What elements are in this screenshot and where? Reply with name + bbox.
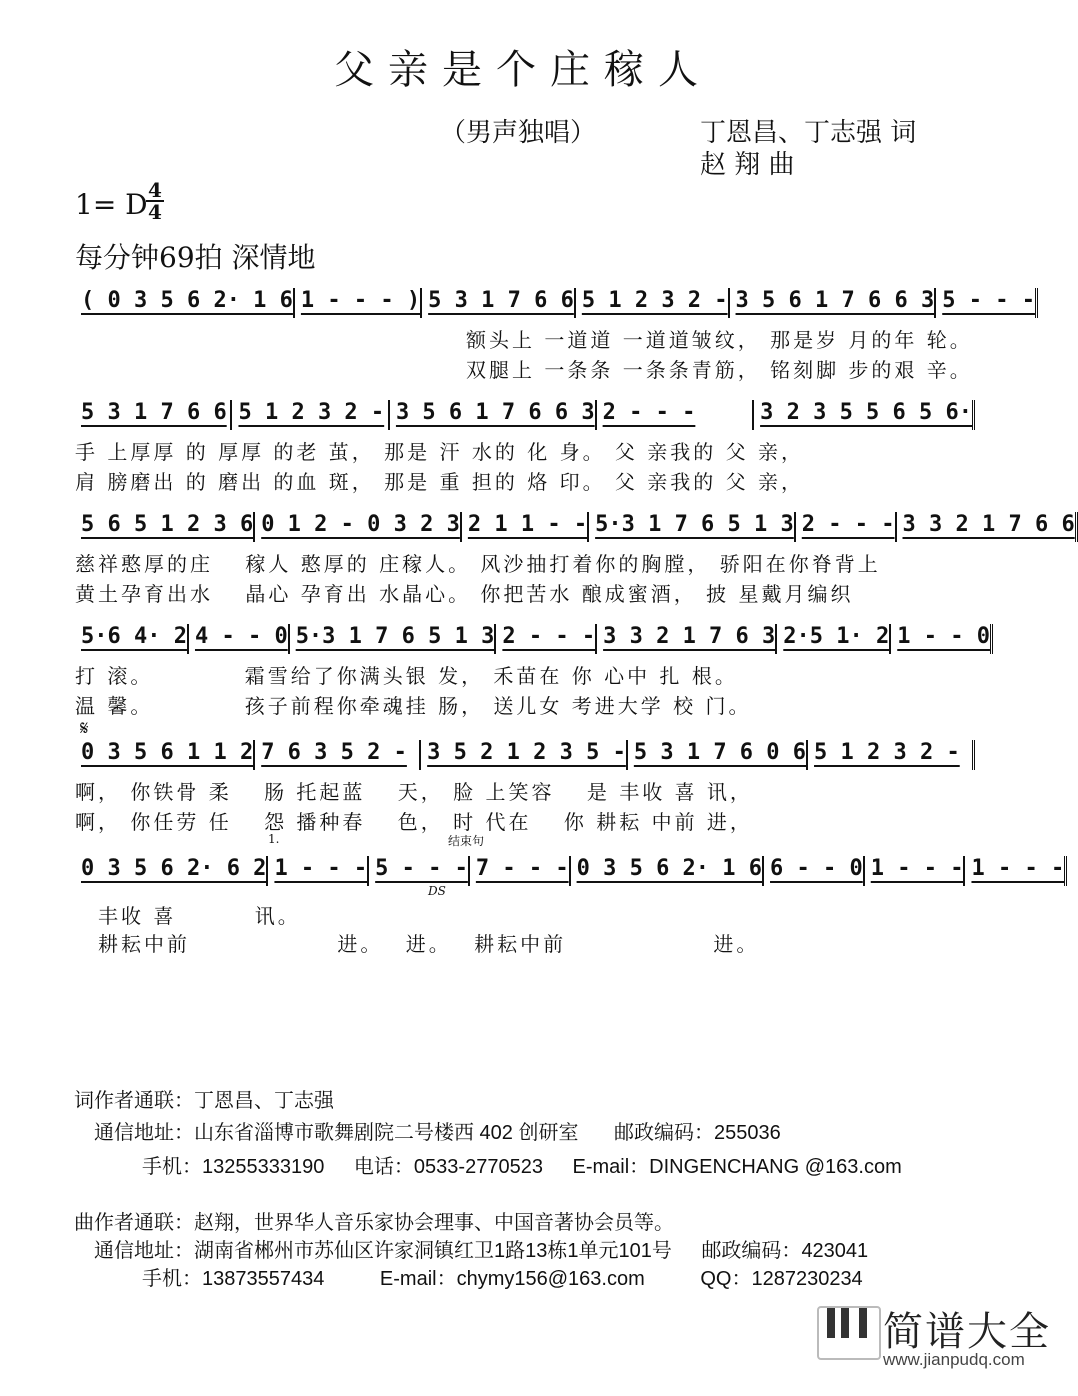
lyric-line: 丰收 喜 讯。 bbox=[98, 904, 301, 928]
measure: 2·5 1· 2 bbox=[777, 624, 891, 654]
score-row-6 bbox=[75, 856, 1065, 886]
measure: 3 3 2 1 7 6 6 bbox=[897, 512, 1078, 542]
key-signature: 1= D bbox=[75, 188, 148, 221]
lyric-line: 手 上厚厚 的 厚厚 的老 茧， 那是 汗 水的 化 身。 父 亲我的 父 亲， bbox=[75, 440, 805, 464]
lyric-line: 啊， 你任劳 任 怨 播种春 色， 时 代在 你 耕耘 中前 进， bbox=[75, 810, 753, 834]
lyric-line: 温 馨。 孩子前程你牵魂挂 肠， 送儿女 考进大学 校 门。 bbox=[75, 694, 752, 718]
volta-bracket: 1. bbox=[268, 832, 280, 846]
contact-value: 赵翔，世界华人音乐家协会理事、中国音著协会员等。 bbox=[194, 1212, 674, 1234]
measure: 5 6 5 1 2 3 6 bbox=[75, 512, 255, 542]
lyricist-contact-address bbox=[94, 1116, 781, 1145]
lyric-line: 肩 膀磨出 的 磨出 的血 斑， 那是 重 担的 烙 印。 父 亲我的 父 亲， bbox=[75, 470, 805, 494]
measure: 2 - - - bbox=[496, 624, 597, 654]
contact-value: 湖南省郴州市苏仙区许家洞镇红卫1路13栋1单元101号 bbox=[194, 1240, 672, 1262]
measure: 3 5 6 1 7 6 6 3 bbox=[730, 288, 937, 318]
measure: 5 3 1 7 6 6 bbox=[422, 288, 576, 318]
contact-value: 13255333190 bbox=[202, 1156, 325, 1178]
measure: 5 3 1 7 6 6 bbox=[75, 400, 232, 430]
measure: 5·3 1 7 6 5 1 3 bbox=[290, 624, 497, 654]
measure: 3 3 2 1 7 6 3 bbox=[597, 624, 777, 654]
measure: 5·6 4· 2 bbox=[75, 624, 189, 654]
score-row-5 bbox=[75, 740, 975, 770]
watermark-url: www.jianpudq.com bbox=[883, 1350, 1025, 1369]
measure: 2 - - - bbox=[796, 512, 897, 542]
measure: 4 - - 0 bbox=[189, 624, 290, 654]
score-row-3 bbox=[75, 512, 1075, 542]
measure: 7 6 3 5 2 - bbox=[255, 740, 421, 770]
song-title: 父亲是个庄稼人 bbox=[334, 47, 712, 93]
composer-credit: 赵 翔 曲 bbox=[700, 150, 795, 180]
measure: 7 - - - bbox=[470, 856, 571, 886]
measure: 1 - - - bbox=[865, 856, 966, 886]
contact-label: 词作者通联： bbox=[74, 1090, 194, 1112]
measure: 5 1 2 3 2 - bbox=[808, 740, 975, 770]
measure: 1 - - - bbox=[965, 856, 1067, 886]
composer-contact-address bbox=[94, 1234, 868, 1263]
time-signature bbox=[146, 180, 164, 222]
contact-label: 电话： bbox=[353, 1156, 414, 1178]
lyric-line: 耕耘中前 进。 进。 耕耘中前 进。 bbox=[98, 932, 760, 956]
segno-sign: 𝄋 bbox=[80, 716, 89, 740]
measure: 5 3 1 7 6 0 6 bbox=[628, 740, 808, 770]
contact-value: 255036 bbox=[714, 1122, 781, 1144]
contact-label: 通信地址： bbox=[94, 1122, 194, 1144]
contact-label: E-mail： bbox=[379, 1268, 457, 1290]
score-row-2 bbox=[75, 400, 975, 430]
contact-label: 邮政编码： bbox=[614, 1122, 715, 1144]
contact-label: QQ： bbox=[700, 1268, 752, 1290]
time-signature-bottom: 4 bbox=[146, 200, 164, 222]
measure: 0 1 2 - 0 3 2 3 bbox=[255, 512, 462, 542]
contact-value: 13873557434 bbox=[202, 1268, 325, 1290]
lyricist-contact-name bbox=[74, 1084, 334, 1113]
measure: 5 - - - bbox=[936, 288, 1038, 318]
composer-contact-phone bbox=[142, 1262, 863, 1291]
lyric-line: 额头上 一道道 一道道皱纹， 那是岁 月的年 轮。 bbox=[75, 328, 973, 352]
contact-label: 通信地址： bbox=[94, 1240, 194, 1262]
measure: 0 3 5 6 1 1 2 bbox=[75, 740, 255, 770]
measure: ( 0 3 5 6 2· 1 6 bbox=[75, 288, 295, 318]
measure: 0 3 5 6 2· 6 2 bbox=[75, 856, 268, 886]
contact-value: 丁恩昌、丁志强 bbox=[194, 1090, 334, 1112]
measure: 2 - - - bbox=[597, 400, 754, 430]
measure: 0 3 5 6 2· 1 6 bbox=[571, 856, 764, 886]
contact-label: E-mail： bbox=[572, 1156, 650, 1178]
contact-value: chymy156@163.com bbox=[456, 1268, 645, 1290]
measure: 1 - - - bbox=[268, 856, 369, 886]
lyric-line: 双腿上 一条条 一条条青筋， 铭刻脚 步的艰 辛。 bbox=[75, 358, 973, 382]
score-row-1 bbox=[75, 288, 1035, 318]
lyricist-credit: 丁恩昌、丁志强 词 bbox=[700, 118, 917, 148]
performance-type: （男声独唱） bbox=[440, 118, 597, 148]
contact-label: 手机： bbox=[142, 1268, 202, 1290]
ds-mark: DS bbox=[428, 884, 446, 898]
contact-value: DINGENCHANG @163.com bbox=[649, 1156, 902, 1178]
contact-value: 1287230234 bbox=[751, 1268, 863, 1290]
measure: 6 - - 0 bbox=[764, 856, 865, 886]
lyric-line: 慈祥憨厚的庄 稼人 憨厚的 庄稼人。 风沙抽打着你的胸膛， 骄阳在你脊背上 bbox=[75, 552, 881, 576]
contact-value: 423041 bbox=[801, 1240, 869, 1262]
time-signature-top: 4 bbox=[148, 178, 162, 202]
site-watermark bbox=[817, 1306, 1051, 1374]
contact-label: 邮政编码： bbox=[701, 1240, 802, 1262]
contact-value: 0533-2770523 bbox=[413, 1156, 543, 1178]
watermark-name: 简谱大全 bbox=[883, 1309, 1051, 1355]
measure: 5 1 2 3 2 - bbox=[232, 400, 389, 430]
ending-label: 结束句 bbox=[448, 834, 485, 848]
tempo-marking: 每分钟69拍 深情地 bbox=[75, 241, 316, 274]
composer-contact-name bbox=[74, 1206, 674, 1235]
contact-label: 手机： bbox=[142, 1156, 202, 1178]
measure: 5 1 2 3 2 - bbox=[576, 288, 730, 318]
score-row-4 bbox=[75, 624, 990, 654]
measure: 3 5 2 1 2 3 5 - bbox=[421, 740, 628, 770]
measure: 5·3 1 7 6 5 1 3 bbox=[589, 512, 796, 542]
lyric-line: 啊， 你铁骨 柔 肠 托起蓝 天， 脸 上笑容 是 丰收 喜 讯， bbox=[75, 780, 753, 804]
measure: 5 - - - bbox=[369, 856, 470, 886]
measure: 3 2 3 5 5 6 5 6· bbox=[754, 400, 975, 430]
measure: 1 - - 0 bbox=[891, 624, 993, 654]
contact-label: 曲作者通联： bbox=[74, 1212, 194, 1234]
lyricist-contact-phone bbox=[142, 1150, 902, 1179]
measure: 2 1 1 - - bbox=[462, 512, 589, 542]
lyric-line: 打 滚。 霜雪给了你满头银 发， 禾苗在 你 心中 扎 根。 bbox=[75, 664, 738, 688]
lyric-line: 黄土孕育出水 晶心 孕育出 水晶心。 你把苦水 酿成蜜酒， 披 星戴月编织 bbox=[75, 582, 854, 606]
measure: 3 5 6 1 7 6 6 3 bbox=[390, 400, 597, 430]
contact-value: 山东省淄博市歌舞剧院二号楼西 402 创研室 bbox=[194, 1122, 579, 1144]
measure: 1 - - - ) bbox=[295, 288, 422, 318]
piano-icon bbox=[817, 1306, 881, 1360]
